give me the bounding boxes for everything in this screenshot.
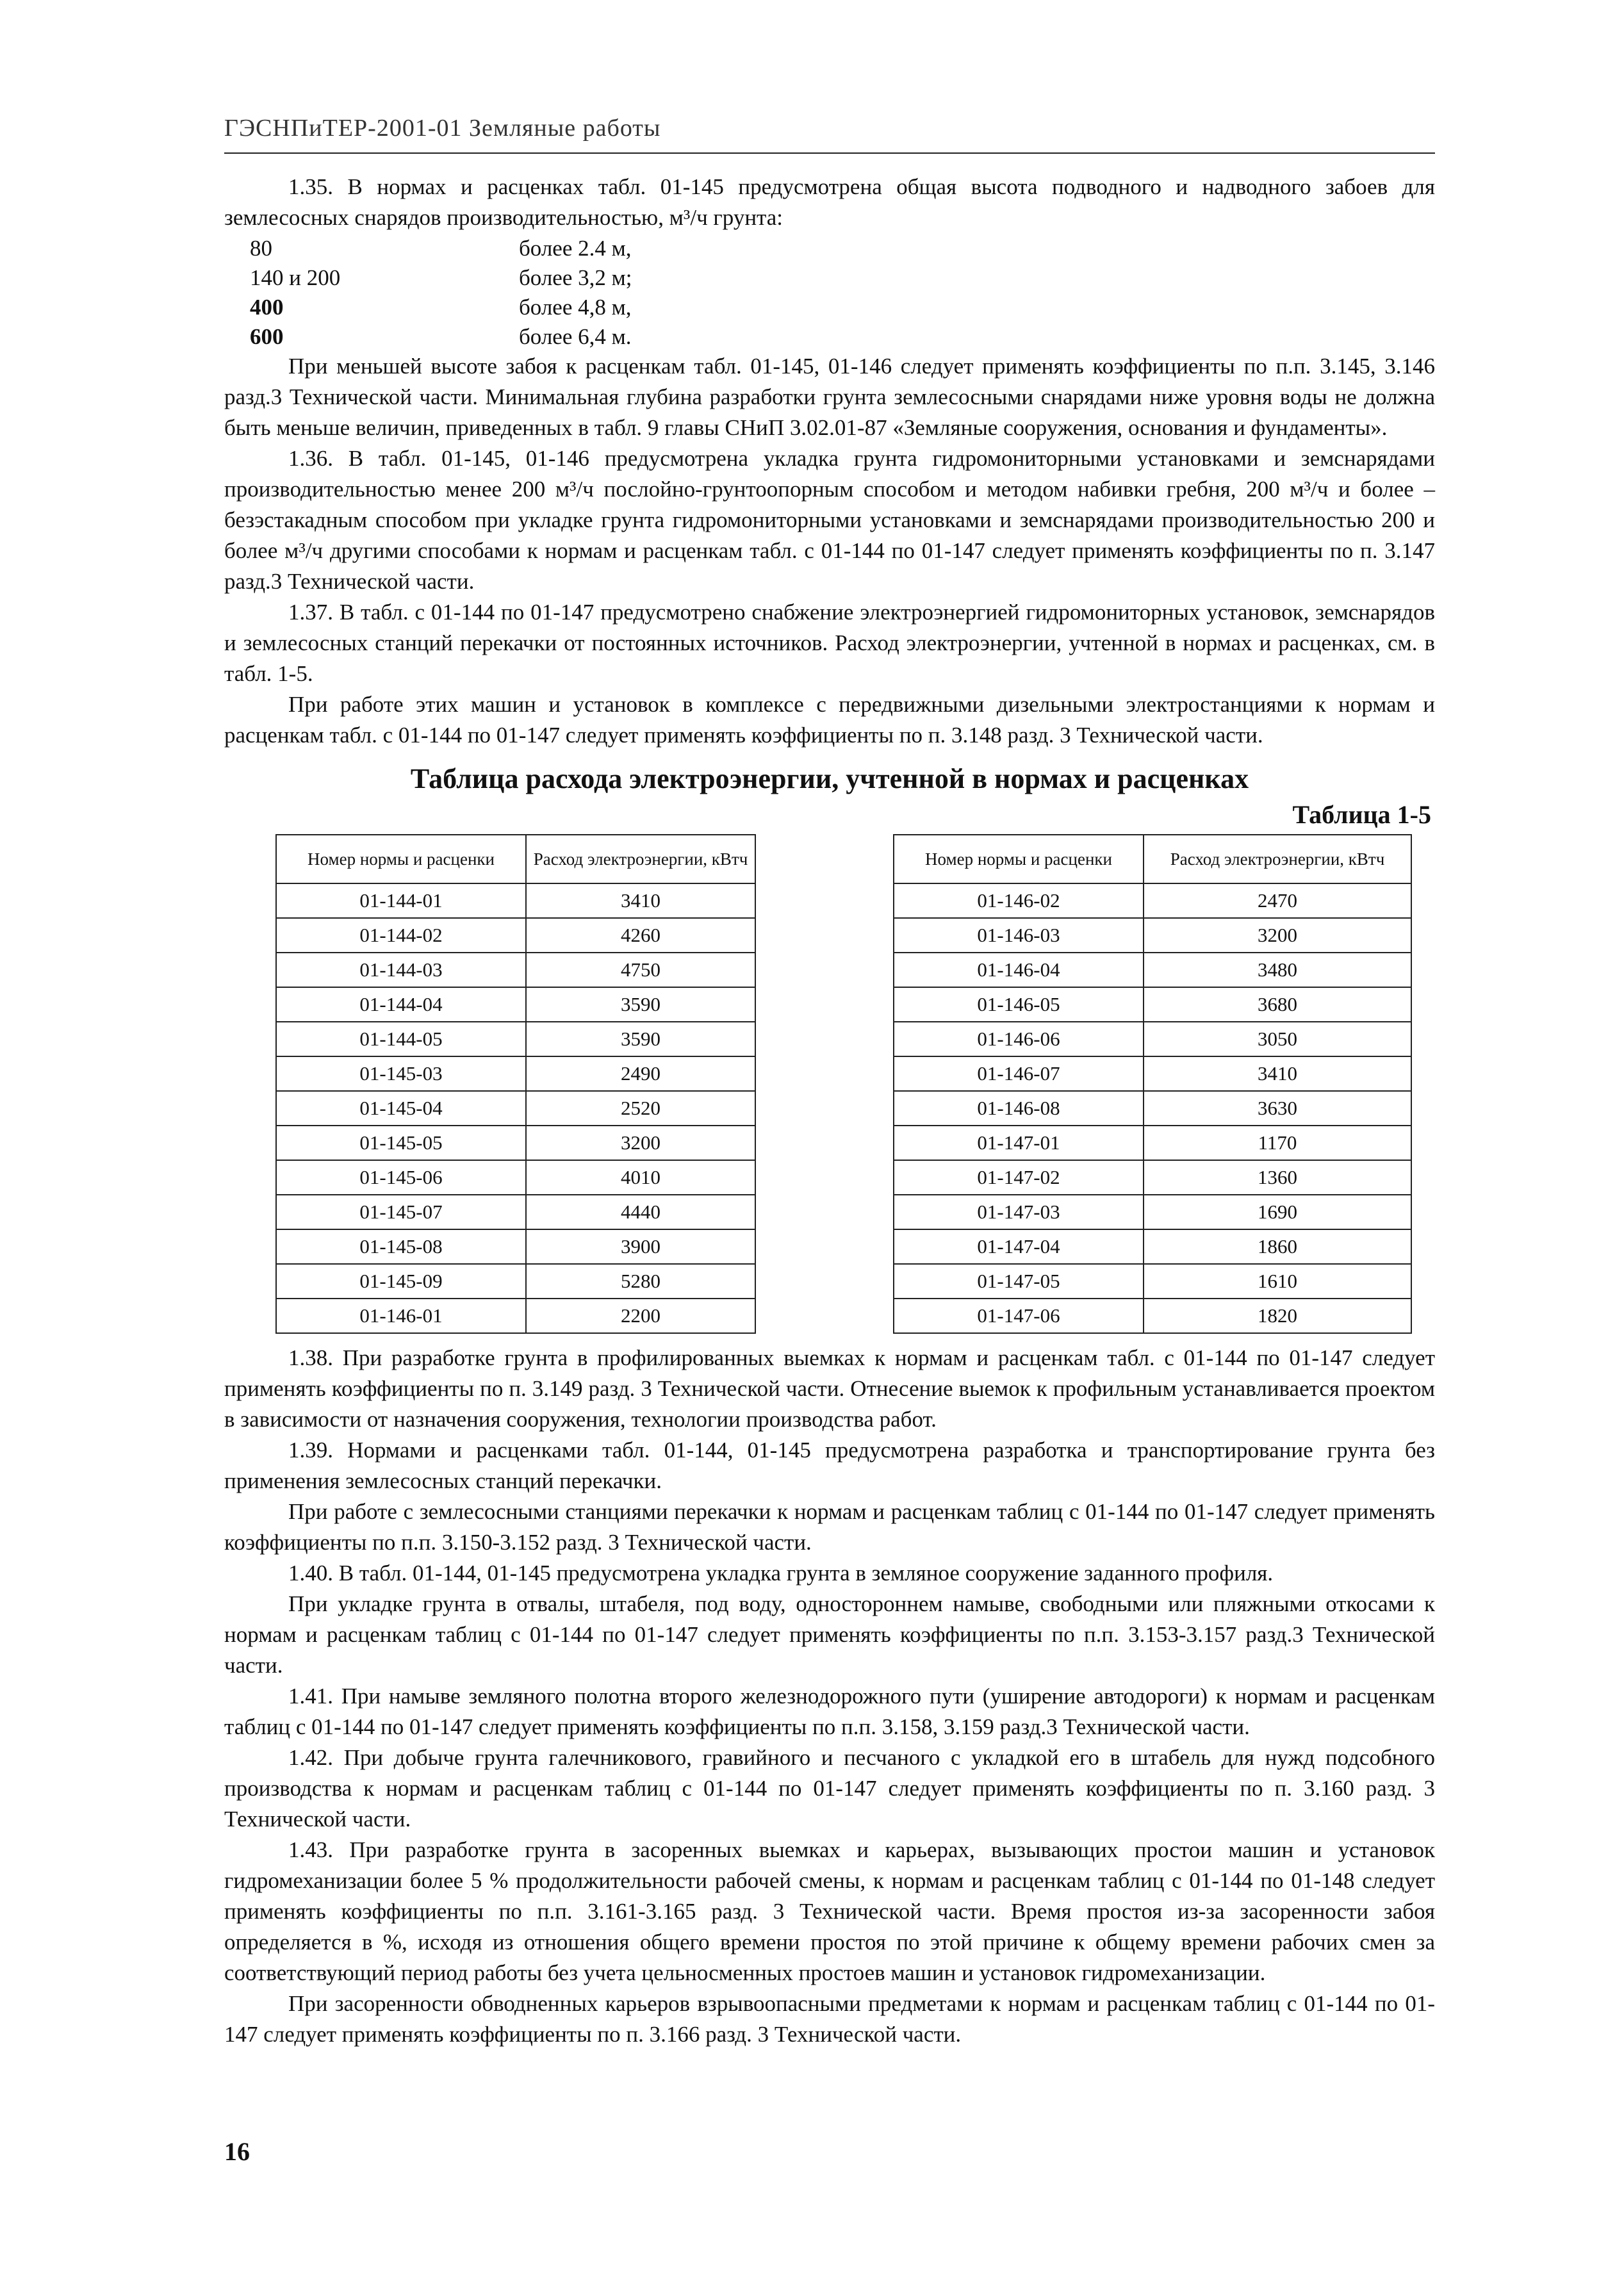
energy-value-cell: 4260	[526, 918, 755, 953]
height-values-list	[250, 233, 1435, 351]
norm-code-cell: 01-147-03	[894, 1195, 1144, 1229]
norm-code-cell: 01-146-04	[894, 953, 1144, 987]
norm-code-cell: 01-144-02	[276, 918, 526, 953]
norm-code-cell: 01-145-03	[276, 1056, 526, 1091]
paragraph-1-40: 1.40. В табл. 01-144, 01-145 предусмотрена укладка грунта в земляное сооружение заданного профиля.	[288, 1561, 1274, 1586]
energy-table-right	[893, 834, 1412, 1334]
energy-value-cell: 4010	[526, 1160, 755, 1195]
energy-value-cell: 1860	[1144, 1229, 1411, 1264]
table-row	[894, 1091, 1411, 1126]
value-row	[250, 263, 1435, 292]
table-row	[894, 1195, 1411, 1229]
header-rule	[224, 152, 1435, 154]
table-row	[276, 1160, 755, 1195]
energy-value-cell: 3200	[526, 1126, 755, 1160]
table-row	[276, 953, 755, 987]
paragraph-1-43: 1.43. При разработке грунта в засоренных выемках и карьерах, вызывающих простои машин и установок гидромеханизации более 5 % продолжительности рабочей смены, к нормам и расценкам таблиц с 01-144 по 01-148 следует применять коэффициенты по п.п. 3.161-3.165 разд. 3 Технической части. Время простоя из-за засоренности забоя определяется в %, исходя из отношения общего времени простоя по этой причине к общему времени рабочих смен за соответствующий период работы без учета цельносменных простоев машин и установок гидромеханизации.	[224, 1837, 1435, 1985]
table-row	[894, 1022, 1411, 1056]
table-title: Таблица расхода электроэнергии, учтенной в нормах и расценках	[410, 763, 1249, 794]
energy-tables	[224, 834, 1435, 1334]
column-header-energy: Расход электроэнергии, кВтч	[526, 835, 755, 883]
value-row	[250, 322, 1435, 351]
paragraph-1-37: 1.37. В табл. с 01-144 по 01-147 предусмотрено снабжение электроэнергией гидромониторных установок, земснарядов и землесосных станций перекачки от постоянных источников. Расход электроэнергии, учтенной в нормах и расценках, см. в табл. 1-5.	[224, 600, 1435, 686]
norm-code-cell: 01-144-03	[276, 953, 526, 987]
table-header-row	[894, 835, 1411, 883]
table-label: Таблица 1-5	[1292, 800, 1431, 829]
energy-value-cell: 3050	[1144, 1022, 1411, 1056]
table-row	[276, 1195, 755, 1229]
norm-code-cell: 01-147-02	[894, 1160, 1144, 1195]
table-row	[894, 1299, 1411, 1333]
energy-value-cell: 4750	[526, 953, 755, 987]
paragraph-1-35: 1.35. В нормах и расценках табл. 01-145 предусмотрена общая высота подводного и надводного забоев для землесосных снарядов производительностью, м³/ч грунта:	[224, 174, 1435, 230]
height-value: более 2.4 м,	[519, 236, 632, 261]
table-header-row	[276, 835, 755, 883]
column-header-energy: Расход электроэнергии, кВтч	[1144, 835, 1411, 883]
capacity-value: 600	[250, 324, 284, 349]
height-value: более 6,4 м.	[519, 324, 632, 349]
energy-value-cell: 3480	[1144, 953, 1411, 987]
norm-code-cell: 01-145-04	[276, 1091, 526, 1126]
energy-value-cell: 1360	[1144, 1160, 1411, 1195]
height-value: более 3,2 м;	[519, 265, 632, 290]
table-row	[894, 953, 1411, 987]
norm-code-cell: 01-146-05	[894, 987, 1144, 1022]
norm-code-cell: 01-146-06	[894, 1022, 1144, 1056]
energy-value-cell: 1170	[1144, 1126, 1411, 1160]
paragraph-1-38: 1.38. При разработке грунта в профилированных выемках к нормам и расценкам табл. с 01-144 по 01-147 следует применять коэффициенты по п. 3.149 разд. 3 Технической части. Отнесение выемок к профильным устанавливается проектом в зависимости от назначения сооружения, технологии производства работ.	[224, 1345, 1435, 1432]
table-row	[276, 1126, 755, 1160]
norm-code-cell: 01-144-04	[276, 987, 526, 1022]
column-header-norm: Номер нормы и расценки	[894, 835, 1144, 883]
table-body	[276, 883, 755, 1333]
paragraph-1-40-note: При укладке грунта в отвалы, штабеля, под воду, одностороннем намыве, свободными или пляжными откосами к нормам и расценкам таблиц с 01-144 по 01-147 следует применять коэффициенты по п.п. 3.153-3.157 разд.3 Технической части.	[224, 1591, 1435, 1678]
norm-code-cell: 01-145-05	[276, 1126, 526, 1160]
paragraph-1-43-note: При засоренности обводненных карьеров взрывоопасными предметами к нормам и расценкам таблиц с 01-144 по 01-147 следует применять коэффициенты по п. 3.166 разд. 3 Технической части.	[224, 1991, 1435, 2047]
paragraph-1-39-note: При работе с землесосными станциями перекачки к нормам и расценкам таблиц с 01-144 по 01-147 следует применять коэффициенты по п.п. 3.150-3.152 разд. 3 Технической части.	[224, 1499, 1435, 1555]
energy-value-cell: 3590	[526, 987, 755, 1022]
norm-code-cell: 01-147-04	[894, 1229, 1144, 1264]
paragraph-1-41: 1.41. При намыве земляного полотна второго железнодорожного пути (уширение автодороги) к нормам и расценкам таблиц с 01-144 по 01-147 следует применять коэффициенты по п.п. 3.158, 3.159 разд.3 Технической части.	[224, 1684, 1435, 1739]
energy-value-cell: 2470	[1144, 883, 1411, 918]
norm-code-cell: 01-147-06	[894, 1299, 1144, 1333]
norm-code-cell: 01-146-07	[894, 1056, 1144, 1091]
energy-table-left	[275, 834, 756, 1334]
norm-code-cell: 01-146-03	[894, 918, 1144, 953]
table-body	[894, 883, 1411, 1333]
energy-value-cell: 3900	[526, 1229, 755, 1264]
table-row	[894, 1056, 1411, 1091]
value-row	[250, 233, 1435, 263]
energy-value-cell: 3630	[1144, 1091, 1411, 1126]
energy-value-cell: 2200	[526, 1299, 755, 1333]
paragraph-1-36: 1.36. В табл. 01-145, 01-146 предусмотрена укладка грунта гидромониторными установками и земснарядами производительностью менее 200 м³/ч послойно-грунтоопорным способом и методом набивки гребня, 200 м³/ч и более – безэстакадным способом при укладке грунта гидромониторными установками и земснарядами производительностью 200 и более м³/ч другими способами к нормам и расценкам табл. с 01-144 по 01-147 следует применять коэффициенты по п. 3.147 разд.3 Технической части.	[224, 446, 1435, 594]
energy-value-cell: 3590	[526, 1022, 755, 1056]
table-row	[276, 1264, 755, 1299]
capacity-value: 140 и 200	[250, 265, 341, 290]
table-row	[276, 1056, 755, 1091]
capacity-value: 400	[250, 295, 284, 320]
norm-code-cell: 01-144-01	[276, 883, 526, 918]
paragraph-1-37-note: При работе этих машин и установок в комплексе с передвижными дизельными электростанциями к нормам и расценкам табл. с 01-144 по 01-147 следует применять коэффициенты по п. 3.148 разд. 3 Технической части.	[224, 692, 1435, 748]
capacity-value: 80	[250, 236, 272, 261]
paragraph-1-42: 1.42. При добыче грунта галечникового, гравийного и песчаного с укладкой его в штабель для нужд подсобного производства к нормам и расценкам таблиц с 01-144 по 01-147 следует применять коэффициенты по п. 3.160 разд. 3 Технической части.	[224, 1745, 1435, 1832]
value-row	[250, 292, 1435, 322]
table-row	[894, 883, 1411, 918]
main-content	[224, 172, 1435, 2050]
norm-code-cell: 01-147-05	[894, 1264, 1144, 1299]
paragraph-1-35-note: При меньшей высоте забоя к расценкам табл. 01-145, 01-146 следует применять коэффициенты по п.п. 3.145, 3.146 разд.3 Технической части. Минимальная глубина разработки грунта землесосными снарядами ниже уровня воды не должна быть меньше величин, приведенных в табл. 9 главы СНиП 3.02.01-87 «Земляные сооружения, основания и фундаменты».	[224, 354, 1435, 440]
table-row	[894, 1126, 1411, 1160]
energy-value-cell: 3680	[1144, 987, 1411, 1022]
table-row	[276, 987, 755, 1022]
energy-value-cell: 1820	[1144, 1299, 1411, 1333]
energy-value-cell: 3410	[1144, 1056, 1411, 1091]
norm-code-cell: 01-146-01	[276, 1299, 526, 1333]
running-header: ГЭСНПиТЕР-2001-01 Земляные работы	[224, 115, 661, 142]
norm-code-cell: 01-145-06	[276, 1160, 526, 1195]
table-row	[276, 918, 755, 953]
height-value: более 4,8 м,	[519, 295, 632, 320]
table-row	[894, 918, 1411, 953]
table-row	[894, 1160, 1411, 1195]
column-header-norm: Номер нормы и расценки	[276, 835, 526, 883]
energy-value-cell: 3200	[1144, 918, 1411, 953]
table-row	[894, 1229, 1411, 1264]
table-row	[276, 1229, 755, 1264]
energy-value-cell: 1610	[1144, 1264, 1411, 1299]
norm-code-cell: 01-146-02	[894, 883, 1144, 918]
page-number: 16	[224, 2137, 250, 2166]
table-row	[894, 987, 1411, 1022]
norm-code-cell: 01-144-05	[276, 1022, 526, 1056]
energy-value-cell: 2490	[526, 1056, 755, 1091]
table-row	[276, 1091, 755, 1126]
paragraph-1-39: 1.39. Нормами и расценками табл. 01-144, 01-145 предусмотрена разработка и транспортирование грунта без применения землесосных станций перекачки.	[224, 1438, 1435, 1493]
table-row	[276, 1299, 755, 1333]
energy-value-cell: 4440	[526, 1195, 755, 1229]
table-row	[894, 1264, 1411, 1299]
energy-value-cell: 5280	[526, 1264, 755, 1299]
norm-code-cell: 01-145-09	[276, 1264, 526, 1299]
norm-code-cell: 01-145-07	[276, 1195, 526, 1229]
norm-code-cell: 01-146-08	[894, 1091, 1144, 1126]
norm-code-cell: 01-145-08	[276, 1229, 526, 1264]
table-row	[276, 1022, 755, 1056]
energy-value-cell: 3410	[526, 883, 755, 918]
table-row	[276, 883, 755, 918]
norm-code-cell: 01-147-01	[894, 1126, 1144, 1160]
energy-value-cell: 1690	[1144, 1195, 1411, 1229]
energy-value-cell: 2520	[526, 1091, 755, 1126]
